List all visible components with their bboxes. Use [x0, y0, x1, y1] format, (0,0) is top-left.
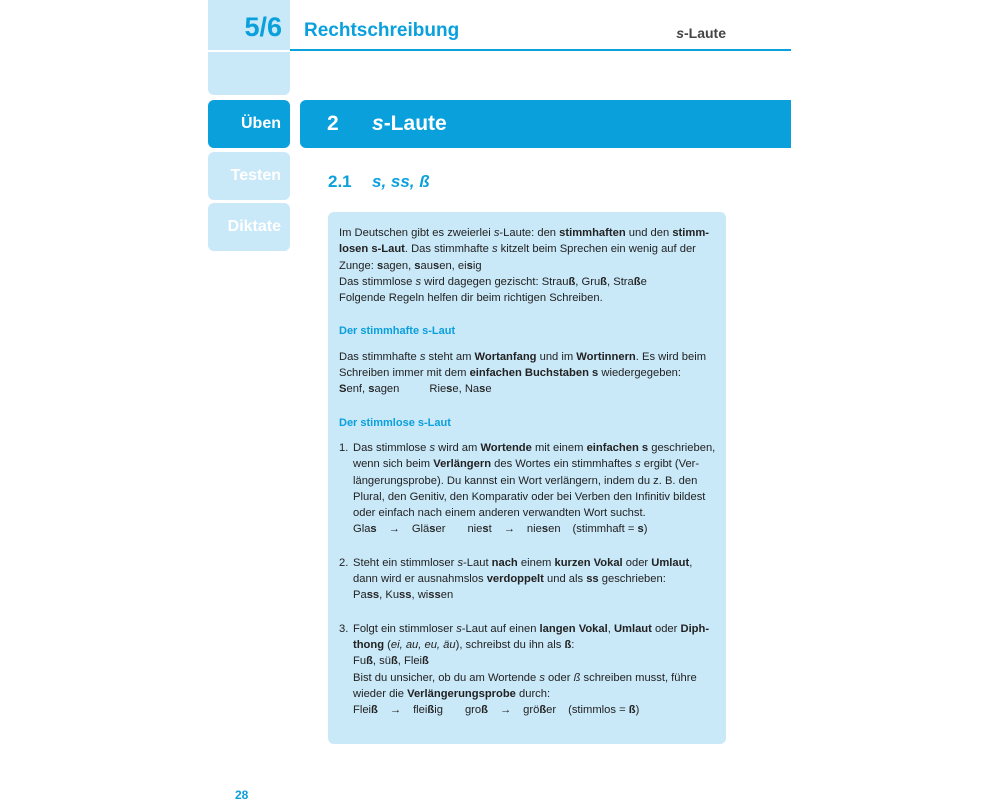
subsection-number: 2.1: [328, 172, 352, 191]
subsection-heading: [328, 172, 430, 192]
tab-ueben[interactable]: Üben: [208, 100, 290, 148]
rule-box: [328, 212, 726, 744]
intro-paragraph: Im Deutschen gibt es zweierlei s-Laute: den stimmhaften und den stimm- losen s-Laut. Das stimmhafte s kitzelt beim Sprechen ein wenig auf der Zunge: sagen, sausen, eisig Das stimmlose s wird dagegen gezischt: Strauß, Gruß, Straße Folgende Regeln helfen dir beim richtigen Schreiben.: [339, 227, 710, 305]
grade-tab: [208, 0, 290, 50]
rule-item-2: 2. Steht ein stimmloser s-Laut nach einem kurzen Vokal oder Umlaut, dann wird er ausnahmslos verdoppelt und als ss geschrieben: Pass, Kuss, wissen: [339, 556, 693, 602]
rule-item-3: 3. Folgt ein stimmloser s-Laut auf einen langen Vokal, Umlaut oder Diph- thong (ei, au, eu, äu), schreibst du ihn als ß: Fuß, süß, Fleiß Bist du unsicher, ob du am Wortende s oder ß schreiben musst, führe wieder die Verlängerungsprobe durch: Fleiß → fleißig groß → größer (stimmlos = ß): [339, 622, 710, 717]
tab-diktate[interactable]: Diktate: [208, 203, 290, 251]
grade-tab-extension: [208, 52, 290, 95]
section-heading: [300, 100, 791, 148]
running-head: s-Laute: [676, 25, 726, 41]
section-title: s-Laute: [372, 112, 447, 135]
page-number: 28: [235, 788, 249, 800]
subsection-title: s, ss, ß: [372, 172, 430, 191]
grade-label: 5/6: [244, 12, 282, 42]
rule-item-1: 1. Das stimmlose s wird am Wortende mit einem einfachen s geschrieben, wenn sich beim Verlängern des Wortes ein stimmhaftes s ergibt (Ver- längerungsprobe). Du kannst ein Wort verlängern, indem du z. B. den Plural, den Genitiv, den Komparativ oder bei Verben den Infinitiv bildest oder einfach nach einem anderen verwandten Wort suchst. Glas → Gläser niest → niesen (stimmhaft = s): [339, 441, 716, 536]
voiced-paragraph: Das stimmhafte s steht am Wortanfang und im Wortinnern. Es wird beim Schreiben immer mit dem einfachen Buchstaben s wiedergegeben: Senf, sagen Riese, Nase: [339, 350, 707, 396]
heading-voiced: Der stimmhafte s-Laut: [339, 325, 456, 338]
tab-testen[interactable]: Testen: [208, 152, 290, 200]
header-rule: [290, 49, 791, 51]
heading-voiceless: Der stimmlose s-Laut: [339, 416, 451, 429]
section-number: 2: [327, 112, 339, 135]
chapter-title: Rechtschreibung: [304, 20, 460, 41]
